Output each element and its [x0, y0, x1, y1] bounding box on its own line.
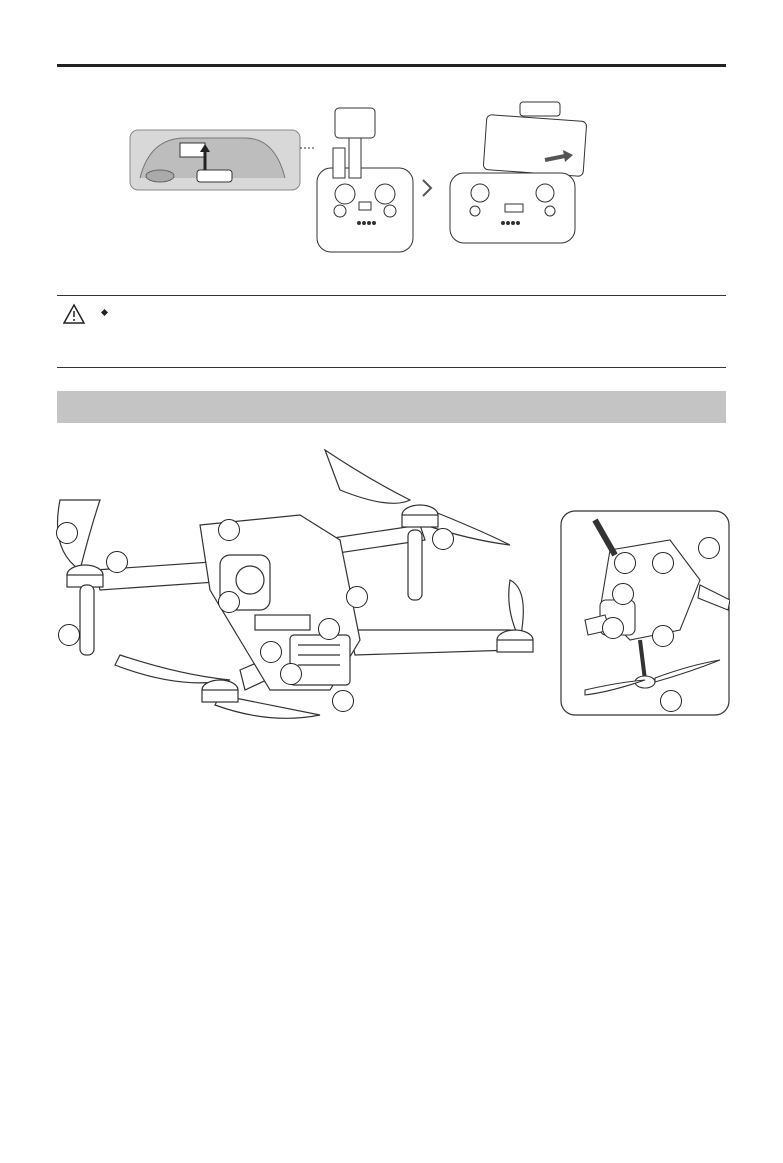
callout-9 [280, 663, 302, 685]
callout-3 [58, 624, 80, 646]
controller-unfolding [317, 108, 413, 252]
callout-5 [218, 591, 240, 613]
callout-7 [318, 618, 340, 640]
callout-2 [106, 551, 128, 573]
callout-10 [332, 690, 354, 712]
callout-8 [260, 641, 282, 663]
inset-callout-6 [652, 625, 674, 647]
bullet-icon [101, 309, 108, 316]
inset-callout-4 [612, 583, 634, 605]
warning-triangle-icon [62, 303, 86, 325]
inset-callout-3 [652, 552, 674, 574]
controller-with-phone [450, 102, 587, 243]
cable-detail-panel [130, 130, 315, 190]
warning-rule-bottom [57, 367, 726, 368]
callout-11 [432, 528, 454, 550]
inset-callout-7 [660, 690, 682, 712]
inset-callout-5 [602, 617, 624, 639]
chevron-right-icon [423, 180, 431, 196]
top-rule [57, 64, 726, 67]
callout-4 [218, 519, 240, 541]
section-header-bar [57, 391, 726, 423]
callout-6 [346, 586, 368, 608]
drone-diagram [40, 440, 550, 760]
inset-callout-1 [698, 537, 720, 559]
warning-rule-top [57, 295, 726, 296]
remote-controller-illustration [125, 98, 595, 258]
callout-1 [56, 522, 78, 544]
inset-callout-2 [614, 552, 636, 574]
